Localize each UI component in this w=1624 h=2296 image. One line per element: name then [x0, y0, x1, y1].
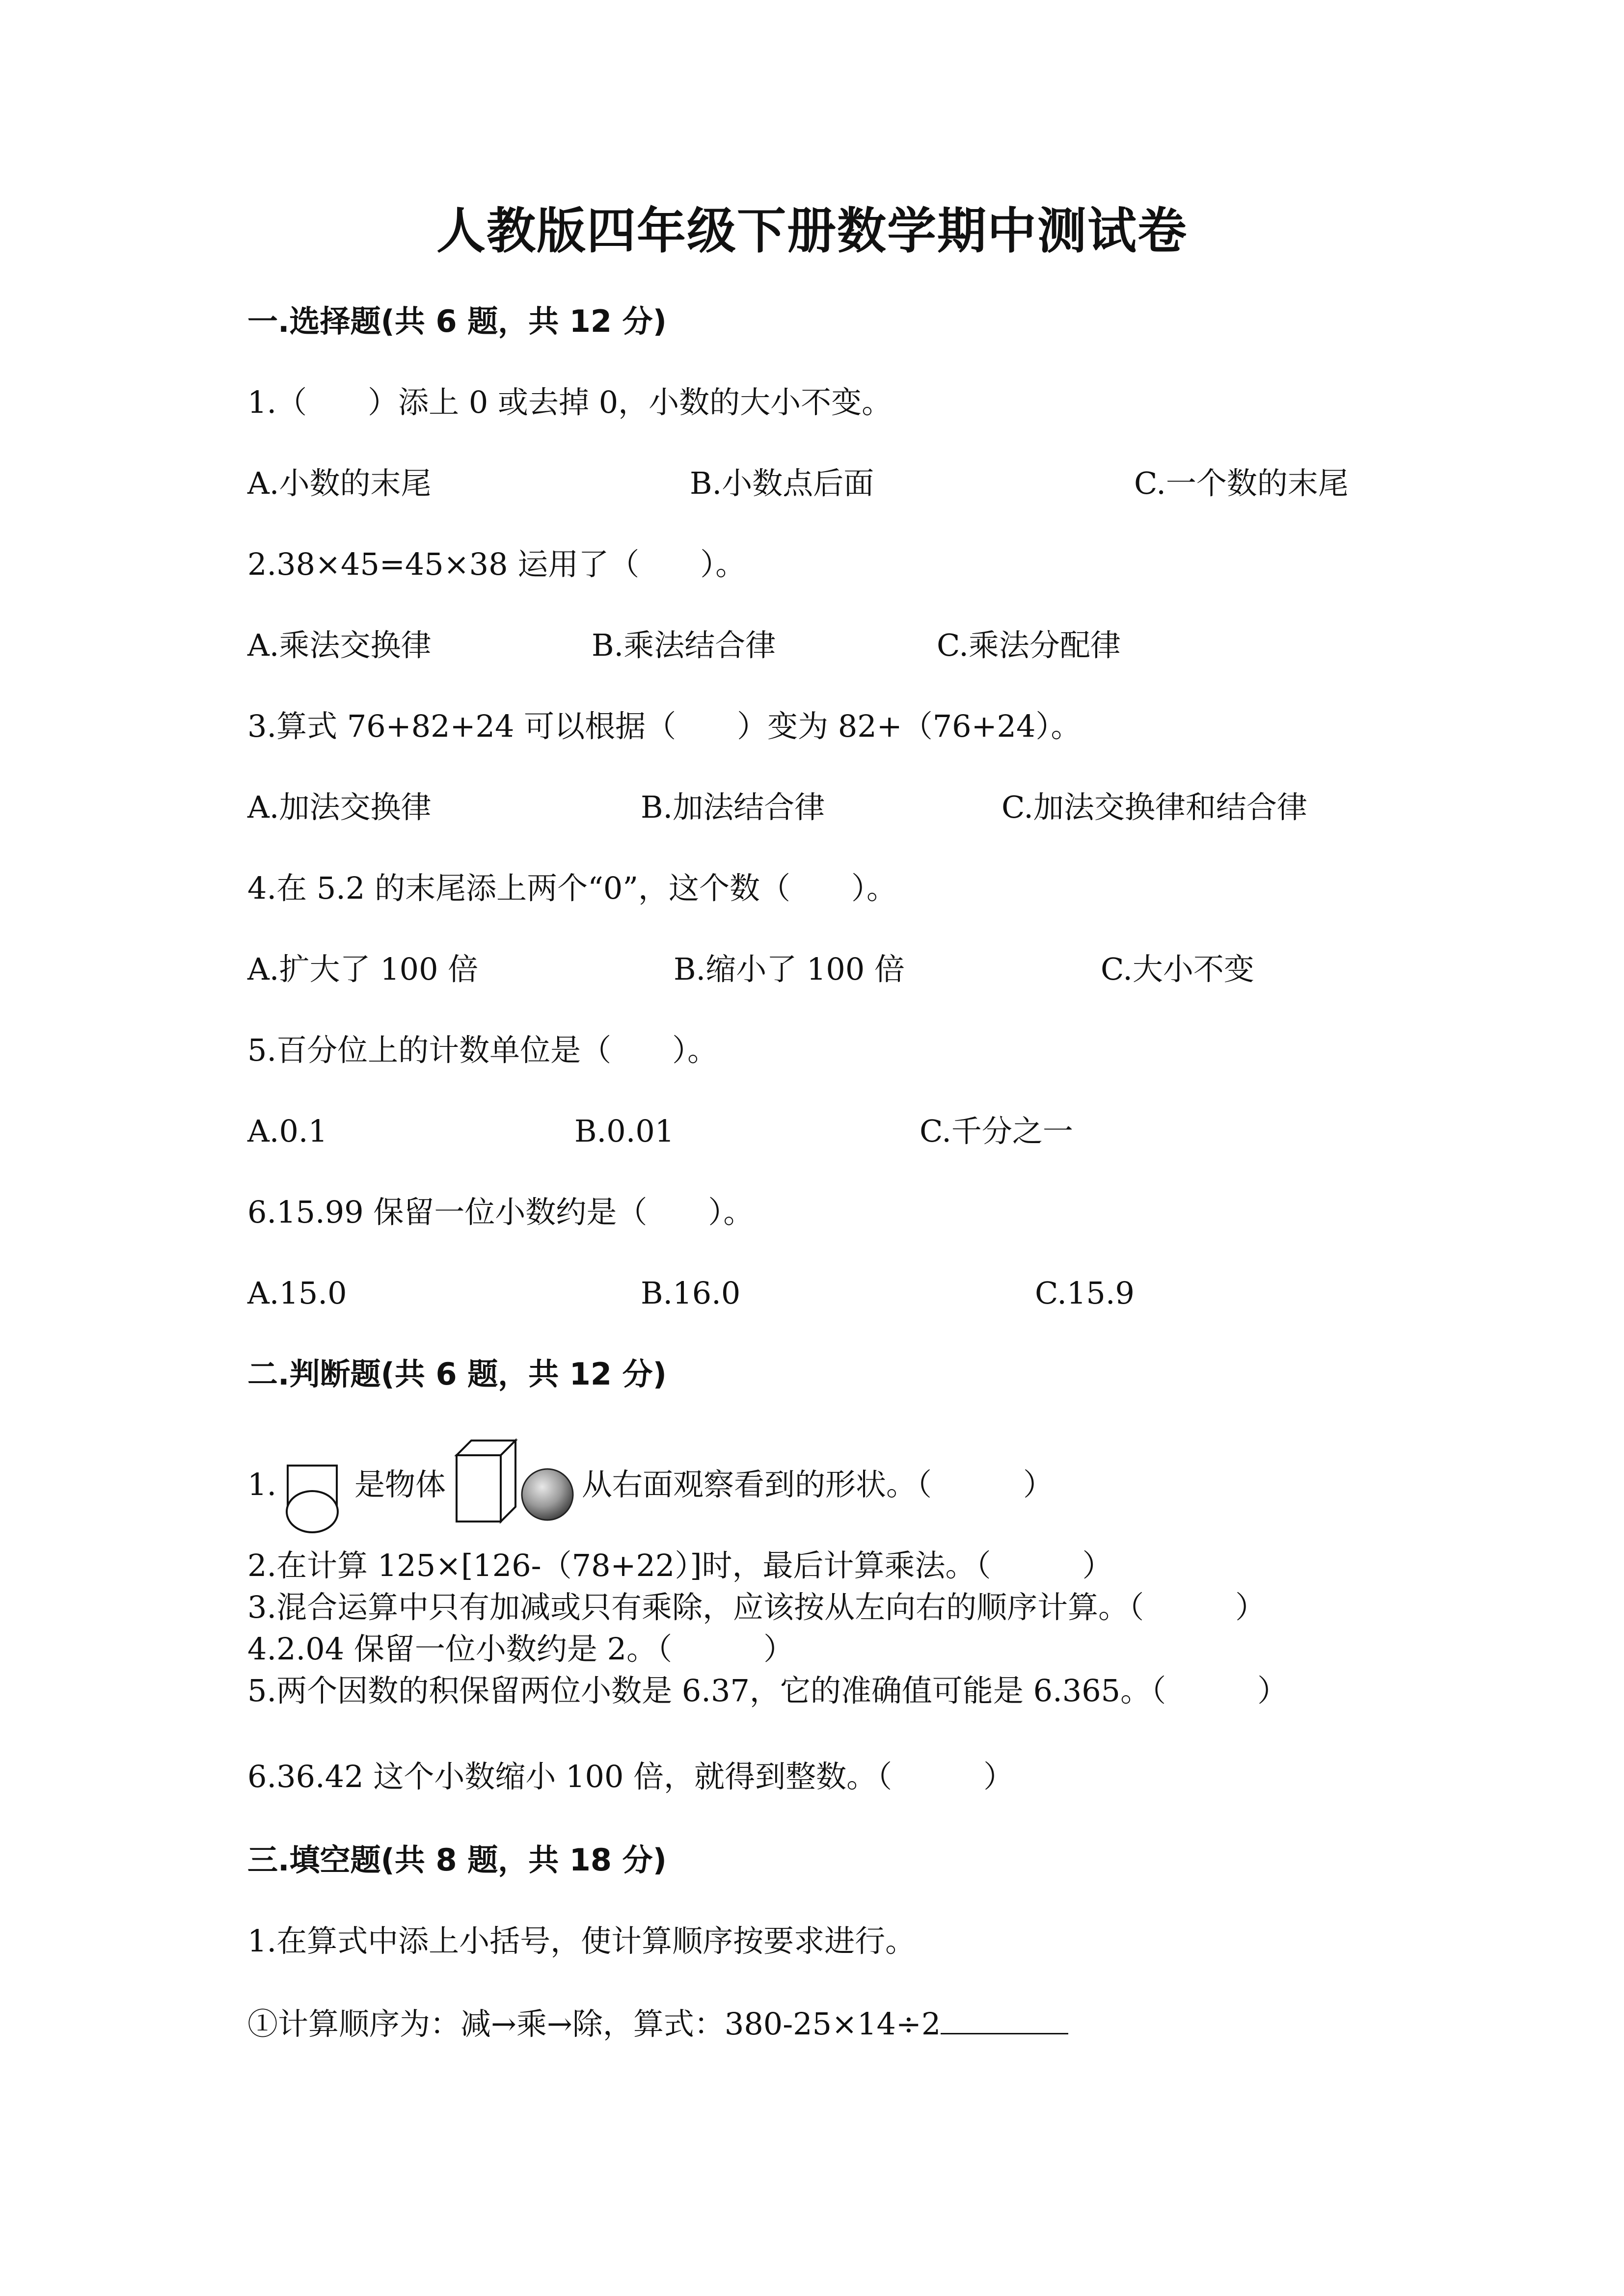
- question-stem: 5.百分位上的计数单位是（ ）。: [247, 1032, 718, 1068]
- question-stem: 2.在计算 125×[126-（78+22）]时，最后计算乘法。（ ）: [247, 1548, 1113, 1583]
- option-b: B.0.01: [574, 1113, 675, 1149]
- option-c: C.一个数的末尾: [1134, 465, 1349, 501]
- question-stem: 2.38×45=45×38 运用了（ ）。: [247, 546, 746, 582]
- option-b: B.乘法结合律: [592, 627, 776, 663]
- option-a: A.15.0: [247, 1275, 347, 1311]
- side-view-figure: [285, 1463, 344, 1536]
- question-number: 1.: [247, 1467, 277, 1502]
- option-c: C.千分之一: [920, 1113, 1073, 1149]
- option-c: C.加法交换律和结合律: [1001, 789, 1307, 825]
- question-stem: 6.36.42 这个小数缩小 100 倍，就得到整数。（ ）: [247, 1759, 1014, 1794]
- option-a: A.扩大了 100 倍: [247, 951, 479, 987]
- option-c: C.15.9: [1035, 1275, 1135, 1311]
- question-stem: 1.（ ）添上 0 或去掉 0，小数的大小不变。: [247, 384, 893, 420]
- option-a: A.乘法交换律: [247, 627, 432, 663]
- option-a: A.小数的末尾: [247, 465, 432, 501]
- section-header-judge: 二.判断题(共 6 题，共 12 分): [247, 1356, 667, 1392]
- cuboid-front: [457, 1455, 501, 1522]
- option-c: C.乘法分配律: [937, 627, 1121, 663]
- option-c: C.大小不变: [1101, 951, 1254, 987]
- question-stem: 1.在算式中添上小括号，使计算顺序按要求进行。: [247, 1923, 916, 1959]
- answer-blank[interactable]: [941, 2002, 1068, 2034]
- object-figure: [452, 1436, 579, 1534]
- question-stem: 4.2.04 保留一位小数约是 2。（ ）: [247, 1631, 794, 1667]
- option-b: B.小数点后面: [690, 465, 874, 501]
- question-stem: 3.混合运算中只有加减或只有乘除，应该按从左向右的顺序计算。（ ）: [247, 1589, 1266, 1625]
- section-header-choice: 一.选择题(共 6 题，共 12 分): [247, 303, 667, 339]
- option-a: A.加法交换律: [247, 789, 432, 825]
- question-stem: 4.在 5.2 的末尾添上两个“0”，这个数（ ）。: [247, 870, 897, 906]
- option-b: B.16.0: [641, 1275, 741, 1311]
- question-stem: 5.两个因数的积保留两位小数是 6.37，它的准确值可能是 6.365。（ ）: [247, 1673, 1288, 1709]
- question-subitem: [247, 2002, 1068, 2044]
- option-a: A.0.1: [247, 1113, 328, 1149]
- sphere: [522, 1469, 573, 1520]
- page-title: 人教版四年级下册数学期中测试卷: [436, 202, 1188, 260]
- section-header-fill: 三.填空题(共 8 题，共 18 分): [247, 1842, 667, 1878]
- side-view-circle: [287, 1491, 338, 1532]
- question-stem: 3.算式 76+82+24 可以根据（ ）变为 82+（76+24）。: [247, 708, 1082, 744]
- question-stem: 6.15.99 保留一位小数约是（ ）。: [247, 1194, 754, 1230]
- question-text-part2: 从右面观察看到的形状。（ ）: [582, 1467, 1054, 1502]
- question-text-part1: 是物体: [354, 1467, 446, 1502]
- subitem-text: ①计算顺序为：减→乘→除，算式：380-25×14÷2: [247, 2006, 941, 2042]
- cuboid-side: [501, 1441, 515, 1522]
- option-b: B.缩小了 100 倍: [674, 951, 905, 987]
- option-b: B.加法结合律: [641, 789, 825, 825]
